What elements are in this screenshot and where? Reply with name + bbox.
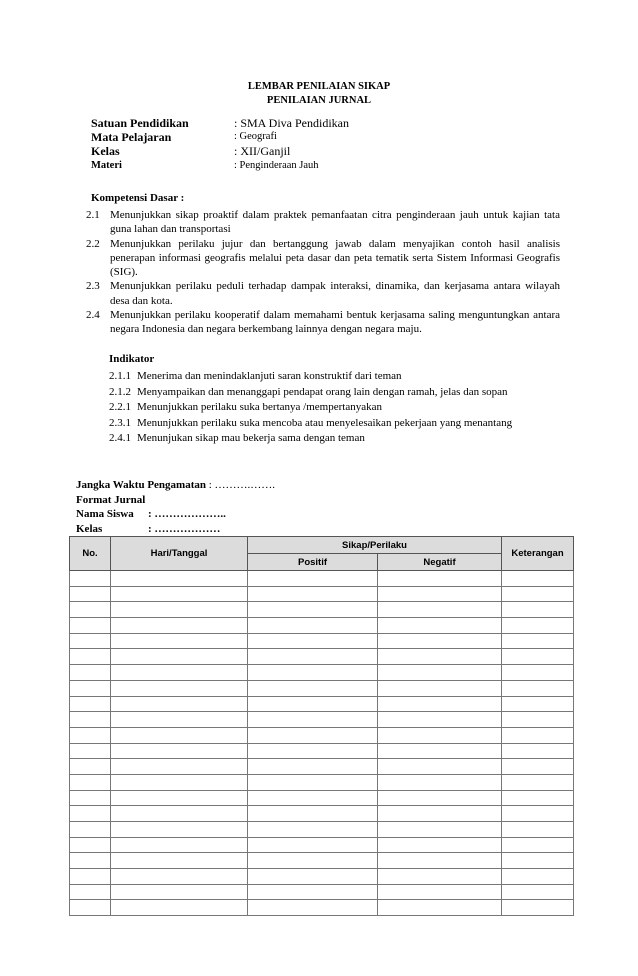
table-row: [70, 649, 574, 665]
table-row: [70, 712, 574, 728]
meta-row-kelas: [76, 522, 275, 537]
cell-negatif[interactable]: [378, 900, 502, 916]
cell-negatif[interactable]: [378, 602, 502, 618]
cell-no[interactable]: [70, 869, 111, 885]
cell-hari-tanggal[interactable]: [111, 602, 248, 618]
cell-positif[interactable]: [248, 586, 378, 602]
header-negatif: Negatif: [378, 554, 502, 571]
identity-label: Mata Pelajaran: [91, 130, 172, 144]
cell-negatif[interactable]: [378, 790, 502, 806]
item-number: 2.1: [86, 209, 100, 221]
cell-negatif[interactable]: [378, 618, 502, 634]
cell-keterangan[interactable]: [502, 727, 574, 743]
item-number: 2.1.2: [109, 385, 131, 398]
cell-keterangan[interactable]: [502, 665, 574, 681]
table-row: [70, 665, 574, 681]
identity-value: : Penginderaan Jauh: [234, 160, 319, 171]
kelas-value[interactable]: : ………………: [148, 522, 221, 535]
indikator-list: [109, 369, 560, 447]
cell-positif[interactable]: [248, 853, 378, 869]
table-row: [70, 743, 574, 759]
cell-positif[interactable]: [248, 884, 378, 900]
cell-no[interactable]: [70, 853, 111, 869]
meta-row-format: [76, 493, 275, 508]
cell-negatif[interactable]: [378, 696, 502, 712]
list-item: [86, 208, 560, 237]
cell-hari-tanggal[interactable]: [111, 837, 248, 853]
cell-no[interactable]: [70, 696, 111, 712]
cell-hari-tanggal[interactable]: [111, 727, 248, 743]
cell-negatif[interactable]: [378, 853, 502, 869]
table-row: [70, 774, 574, 790]
item-text: Menunjukkan perilaku suka bertanya /mempertanyakan: [137, 401, 382, 413]
cell-negatif[interactable]: [378, 586, 502, 602]
item-number: 2.4.1: [109, 432, 131, 444]
identity-value: : XII/Ganjil: [234, 144, 291, 158]
cell-positif[interactable]: [248, 571, 378, 587]
cell-keterangan[interactable]: [502, 790, 574, 806]
table-row: [70, 727, 574, 743]
cell-keterangan[interactable]: [502, 774, 574, 790]
cell-keterangan[interactable]: [502, 680, 574, 696]
cell-hari-tanggal[interactable]: [111, 790, 248, 806]
item-number: 2.2: [86, 237, 100, 250]
page-title: [0, 80, 638, 108]
cell-negatif[interactable]: [378, 649, 502, 665]
cell-negatif[interactable]: [378, 727, 502, 743]
list-item: [109, 400, 560, 416]
cell-no[interactable]: [70, 837, 111, 853]
cell-no[interactable]: [70, 680, 111, 696]
cell-keterangan[interactable]: [502, 571, 574, 587]
cell-no[interactable]: [70, 712, 111, 728]
cell-no[interactable]: [70, 884, 111, 900]
identity-value: : SMA Diva Pendidikan: [234, 116, 350, 130]
table-row: [70, 869, 574, 885]
item-number: 2.3.1: [109, 416, 131, 429]
table-row: [70, 853, 574, 869]
cell-negatif[interactable]: [378, 869, 502, 885]
cell-positif[interactable]: [248, 602, 378, 618]
indikator-heading: Indikator: [109, 353, 155, 365]
cell-negatif[interactable]: [378, 633, 502, 649]
cell-hari-tanggal[interactable]: [111, 633, 248, 649]
cell-positif[interactable]: [248, 743, 378, 759]
identity-label: Materi: [91, 160, 122, 171]
cell-positif[interactable]: [248, 696, 378, 712]
list-item: [109, 416, 560, 432]
list-item: [86, 237, 560, 280]
cell-no[interactable]: [70, 727, 111, 743]
cell-negatif[interactable]: [378, 822, 502, 838]
cell-no[interactable]: [70, 743, 111, 759]
title-line-2: PENILAIAN JURNAL: [266, 95, 372, 106]
table-row: [70, 837, 574, 853]
item-text: Menyampaikan dan menanggapi pendapat orang lain dengan ramah, jelas dan sopan: [137, 385, 508, 398]
cell-negatif[interactable]: [378, 806, 502, 822]
item-number: 2.4: [86, 309, 100, 322]
meta-row-nama: [76, 507, 275, 522]
cell-hari-tanggal[interactable]: [111, 884, 248, 900]
table-row: [70, 822, 574, 838]
cell-positif[interactable]: [248, 869, 378, 885]
cell-no[interactable]: [70, 900, 111, 916]
table-row: [70, 759, 574, 775]
cell-negatif[interactable]: [378, 774, 502, 790]
list-item: [109, 431, 560, 447]
cell-keterangan[interactable]: [502, 602, 574, 618]
cell-no[interactable]: [70, 822, 111, 838]
cell-keterangan[interactable]: [502, 759, 574, 775]
cell-hari-tanggal[interactable]: [111, 900, 248, 916]
header-keterangan: Keterangan: [502, 537, 574, 571]
kompetensi-heading: Kompetensi Dasar :: [91, 192, 185, 204]
journal-table-body: [70, 571, 574, 916]
table-row: [70, 602, 574, 618]
cell-no[interactable]: [70, 806, 111, 822]
cell-positif[interactable]: [248, 774, 378, 790]
cell-positif[interactable]: [248, 790, 378, 806]
cell-no[interactable]: [70, 571, 111, 587]
cell-keterangan[interactable]: [502, 618, 574, 634]
observation-meta: [76, 478, 275, 536]
cell-keterangan[interactable]: [502, 743, 574, 759]
cell-hari-tanggal[interactable]: [111, 680, 248, 696]
cell-hari-tanggal[interactable]: [111, 696, 248, 712]
cell-negatif[interactable]: [378, 884, 502, 900]
table-row: [70, 571, 574, 587]
cell-hari-tanggal[interactable]: [111, 586, 248, 602]
table-row: [70, 806, 574, 822]
table-row: [70, 884, 574, 900]
item-number: 2.3: [86, 280, 100, 293]
table-row: [70, 790, 574, 806]
cell-no[interactable]: [70, 774, 111, 790]
cell-hari-tanggal[interactable]: [111, 822, 248, 838]
cell-positif[interactable]: [248, 712, 378, 728]
cell-keterangan[interactable]: [502, 696, 574, 712]
list-item: [109, 369, 560, 385]
cell-negatif[interactable]: [378, 665, 502, 681]
journal-table: [69, 536, 574, 916]
cell-negatif[interactable]: [378, 759, 502, 775]
cell-positif[interactable]: [248, 649, 378, 665]
cell-no[interactable]: [70, 649, 111, 665]
meta-row-jangka: [76, 478, 275, 493]
cell-positif[interactable]: [248, 806, 378, 822]
table-row: [70, 900, 574, 916]
kompetensi-list: [86, 208, 560, 337]
cell-keterangan[interactable]: [502, 884, 574, 900]
cell-hari-tanggal[interactable]: [111, 712, 248, 728]
cell-positif[interactable]: [248, 900, 378, 916]
list-item: [86, 279, 560, 308]
item-text: Menunjukkan perilaku kooperatif dalam memahami bentuk kerjasama saling menguntungkan antara negara Indonesia dan negara berkembang lainnya dengan negara maju.: [110, 309, 560, 336]
nama-label: Nama Siswa: [76, 508, 134, 520]
item-text: Menunjukkan perilaku peduli terhadap dampak interaksi, dinamika, dan kerjasama antara wilayah desa dan kota.: [110, 280, 560, 307]
cell-negatif[interactable]: [378, 680, 502, 696]
cell-keterangan[interactable]: [502, 853, 574, 869]
cell-hari-tanggal[interactable]: [111, 869, 248, 885]
cell-no[interactable]: [70, 790, 111, 806]
cell-negatif[interactable]: [378, 743, 502, 759]
cell-hari-tanggal[interactable]: [111, 774, 248, 790]
item-number: 2.1.1: [109, 370, 131, 382]
table-row: [70, 696, 574, 712]
cell-hari-tanggal[interactable]: [111, 571, 248, 587]
item-number: 2.2.1: [109, 401, 131, 413]
cell-no[interactable]: [70, 602, 111, 618]
item-text: Menunjukkan perilaku jujur dan bertanggung jawab dalam menyajikan contoh hasil analisis penerapan informasi geografis melalui peta dasar dan peta tematik serta Sistem Informasi Geografis (SIG).: [110, 237, 560, 279]
kelas-label: Kelas: [76, 522, 103, 535]
cell-no[interactable]: [70, 665, 111, 681]
cell-positif[interactable]: [248, 633, 378, 649]
cell-negatif[interactable]: [378, 712, 502, 728]
table-row: [70, 633, 574, 649]
cell-hari-tanggal[interactable]: [111, 649, 248, 665]
cell-no[interactable]: [70, 618, 111, 634]
header-sikap-perilaku: Sikap/Perilaku: [248, 537, 502, 554]
cell-no[interactable]: [70, 759, 111, 775]
cell-hari-tanggal[interactable]: [111, 618, 248, 634]
cell-positif[interactable]: [248, 759, 378, 775]
cell-hari-tanggal[interactable]: [111, 806, 248, 822]
cell-negatif[interactable]: [378, 837, 502, 853]
cell-positif[interactable]: [248, 822, 378, 838]
cell-keterangan[interactable]: [502, 806, 574, 822]
format-label: Format Jurnal: [76, 493, 146, 506]
cell-positif[interactable]: [248, 665, 378, 681]
cell-no[interactable]: [70, 586, 111, 602]
cell-keterangan[interactable]: [502, 633, 574, 649]
cell-negatif[interactable]: [378, 571, 502, 587]
title-line-1: LEMBAR PENILAIAN SIKAP: [247, 81, 391, 92]
table-row: [70, 618, 574, 634]
table-row: [70, 586, 574, 602]
cell-keterangan[interactable]: [502, 869, 574, 885]
cell-hari-tanggal[interactable]: [111, 665, 248, 681]
cell-keterangan[interactable]: [502, 649, 574, 665]
cell-positif[interactable]: [248, 680, 378, 696]
item-text: Menunjukkan perilaku suka mencoba atau menyelesaikan pekerjaan yang menantang: [137, 416, 513, 429]
table-row: [70, 680, 574, 696]
jangka-value[interactable]: : ……….…….: [206, 479, 276, 491]
header-no: No.: [70, 537, 111, 571]
item-text: Menunjukan sikap mau bekerja sama dengan teman: [137, 432, 365, 444]
jangka-label: Jangka Waktu Pengamatan: [76, 479, 206, 491]
nama-value[interactable]: : ………………..: [148, 508, 226, 520]
cell-keterangan[interactable]: [502, 900, 574, 916]
cell-positif[interactable]: [248, 727, 378, 743]
identity-value: : Geografi: [234, 131, 277, 142]
cell-keterangan[interactable]: [502, 822, 574, 838]
identity-label: Kelas: [91, 144, 120, 158]
header-hari-tanggal: Hari/Tanggal: [111, 537, 248, 571]
cell-keterangan[interactable]: [502, 586, 574, 602]
list-item: [109, 385, 560, 401]
cell-positif[interactable]: [248, 837, 378, 853]
cell-hari-tanggal[interactable]: [111, 743, 248, 759]
cell-hari-tanggal[interactable]: [111, 853, 248, 869]
header-positif: Positif: [248, 554, 378, 571]
cell-hari-tanggal[interactable]: [111, 759, 248, 775]
cell-keterangan[interactable]: [502, 837, 574, 853]
list-item: [86, 308, 560, 337]
item-text: Menunjukkan sikap proaktif dalam praktek pemanfaatan citra penginderaan jauh untuk kajian tata guna lahan dan transportasi: [110, 209, 560, 236]
cell-no[interactable]: [70, 633, 111, 649]
item-text: Menerima dan menindaklanjuti saran konstruktif dari teman: [137, 370, 402, 382]
cell-positif[interactable]: [248, 618, 378, 634]
identity-label: Satuan Pendidikan: [91, 116, 189, 130]
cell-keterangan[interactable]: [502, 712, 574, 728]
